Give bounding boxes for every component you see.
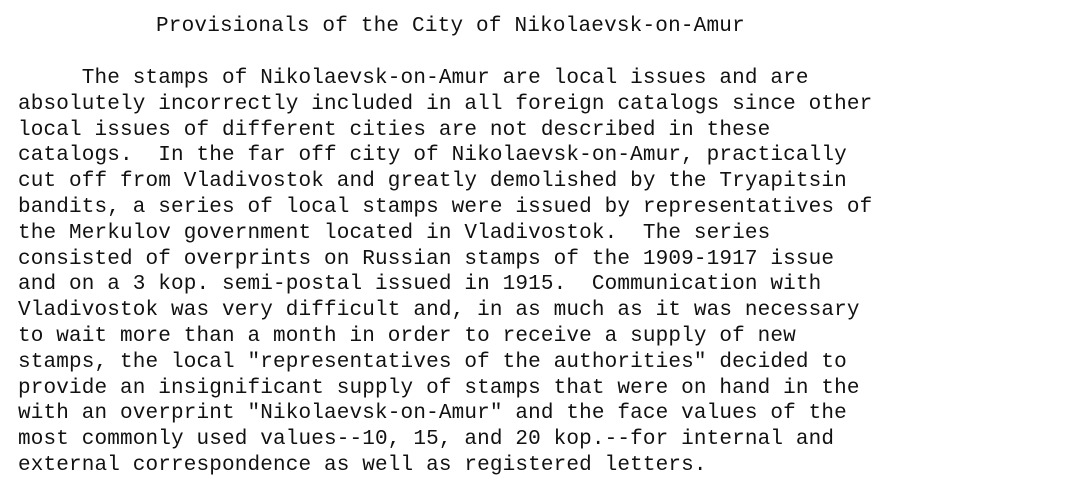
body-line: stamps, the local "representatives of the authorities" decided to (18, 350, 847, 374)
body-line: to wait more than a month in order to receive a supply of new (18, 324, 796, 348)
body-line: Vladivostok was very difficult and, in as much as it was necessary (18, 299, 860, 323)
document-body (18, 66, 872, 479)
body-line: bandits, a series of local stamps were issued by representatives of (18, 195, 873, 219)
body-line: cut off from Vladivostok and greatly demolished by the Tryapitsin (18, 170, 847, 194)
body-line: provide an insignificant supply of stamps that were on hand in the (18, 376, 860, 400)
body-line: most commonly used values--10, 15, and 20 kop.--for internal and (18, 428, 835, 452)
body-line: The stamps of Nikolaevsk-on-Amur are local issues and are (18, 67, 809, 90)
body-line: the Merkulov government located in Vladivostok. The series (18, 221, 771, 245)
body-line: catalogs. In the far off city of Nikolaevsk-on-Amur, practically (18, 144, 847, 168)
body-line: with an overprint "Nikolaevsk-on-Amur" and the face values of the (18, 402, 847, 426)
body-line: local issues of different cities are not described in these (18, 118, 771, 142)
document-title: Provisionals of the City of Nikolaevsk-on-Amur (156, 15, 745, 38)
body-line: consisted of overprints on Russian stamps of the 1909-1917 issue (18, 247, 835, 271)
body-line: absolutely incorrectly included in all foreign catalogs since other (18, 92, 873, 116)
body-line: and on a 3 kop. semi-postal issued in 1915. Communication with (18, 273, 822, 297)
body-line: external correspondence as well as registered letters. (18, 453, 707, 477)
